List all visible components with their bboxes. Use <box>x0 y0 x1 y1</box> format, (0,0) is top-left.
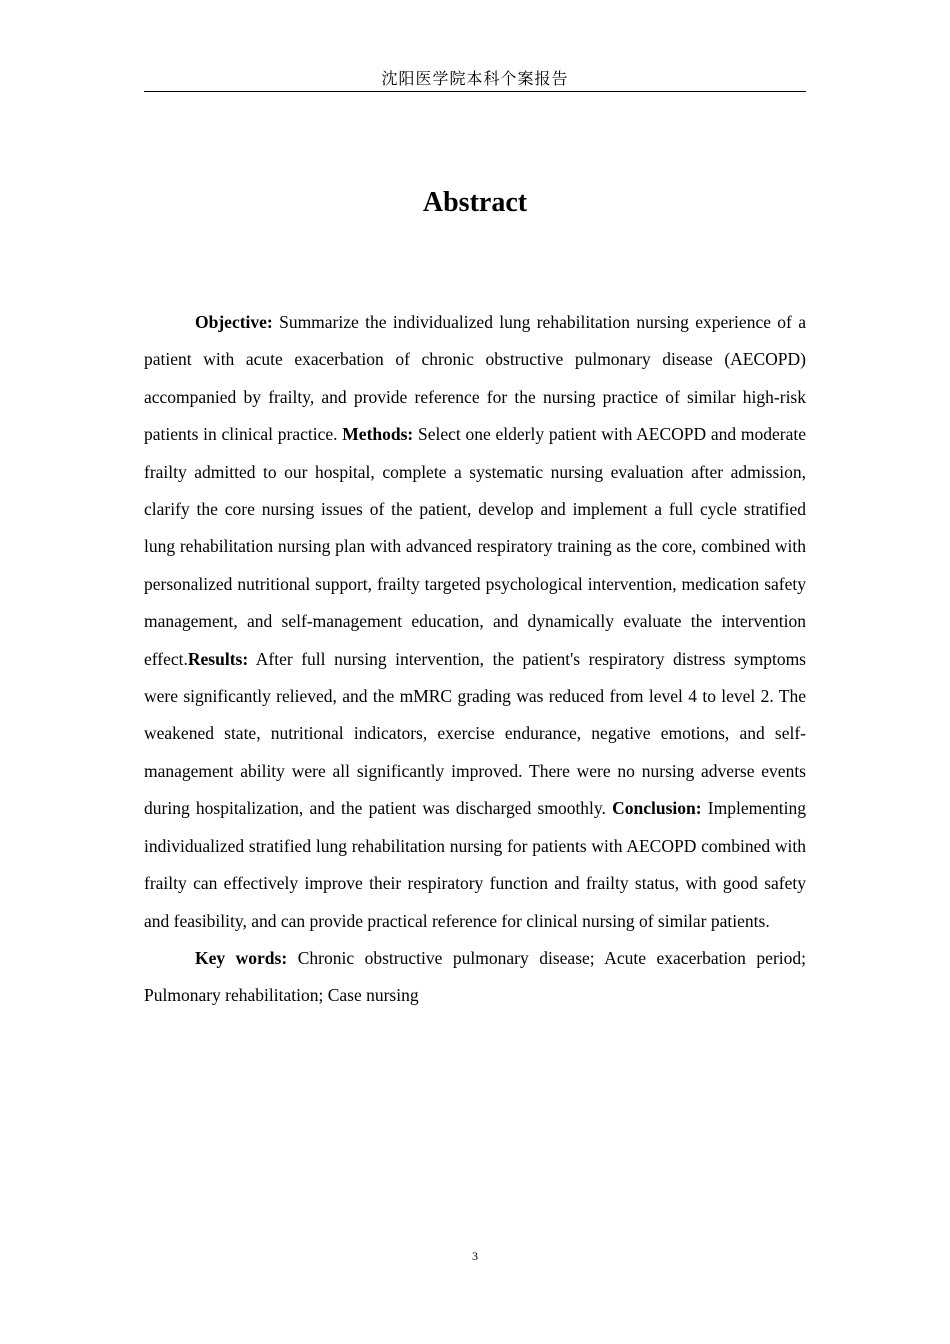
conclusion-label: Conclusion: <box>612 798 702 819</box>
abstract-title: Abstract <box>422 187 528 218</box>
results-text: After full nursing intervention, the patient's respiratory distress symptoms were significantly relieved, and the mMRC grading was reduced from level 4 to level 2. The weakened state, nutritional indicators, exercise endurance, negative emotions, and self-management ability were all significantly improved. There were no nursing adverse events during hospitalization, and the patient was discharged smoothly. <box>144 648 806 819</box>
conclusion-text: Implementing individualized stratified lung rehabilitation nursing for patients with AECOPD combined with frailty can effectively improve their respiratory function and frailty status, with good safety and feasibility, and can provide practical reference for clinical nursing of similar patients. <box>144 798 806 931</box>
page-header <box>144 66 806 92</box>
keywords-paragraph <box>144 940 806 1015</box>
abstract-paragraph <box>144 304 806 940</box>
methods-label: Methods: <box>342 424 414 445</box>
methods-text: Select one elderly patient with AECOPD and moderate frailty admitted to our hospital, complete a systematic nursing evaluation after admission, clarify the core nursing issues of the patient, develop and implement a full cycle stratified lung rehabilitation nursing plan with advanced respiratory training as the core, combined with personalized nutritional support, frailty targeted psychological intervention, medication safety management, and self-management education, and dynamically evaluate the intervention effect. <box>144 424 806 669</box>
results-label: Results: <box>187 648 249 669</box>
objective-text: Summarize the individualized lung rehabilitation nursing experience of a patient with acute exacerbation of chronic obstructive pulmonary disease (AECOPD) accompanied by frailty, and provide reference for the nursing practice of similar high-risk patients in clinical practice. <box>144 312 806 445</box>
page-number: 3 <box>472 1249 478 1263</box>
objective-label: Objective: <box>195 312 273 332</box>
abstract-body <box>144 304 806 1015</box>
keywords-label: Key words: <box>195 947 288 968</box>
keywords-text: Chronic obstructive pulmonary disease; Acute exacerbation period; Pulmonary rehabilitation; Case nursing <box>144 947 806 1006</box>
header-text: 沈阳医学院本科个案报告 <box>381 69 569 88</box>
